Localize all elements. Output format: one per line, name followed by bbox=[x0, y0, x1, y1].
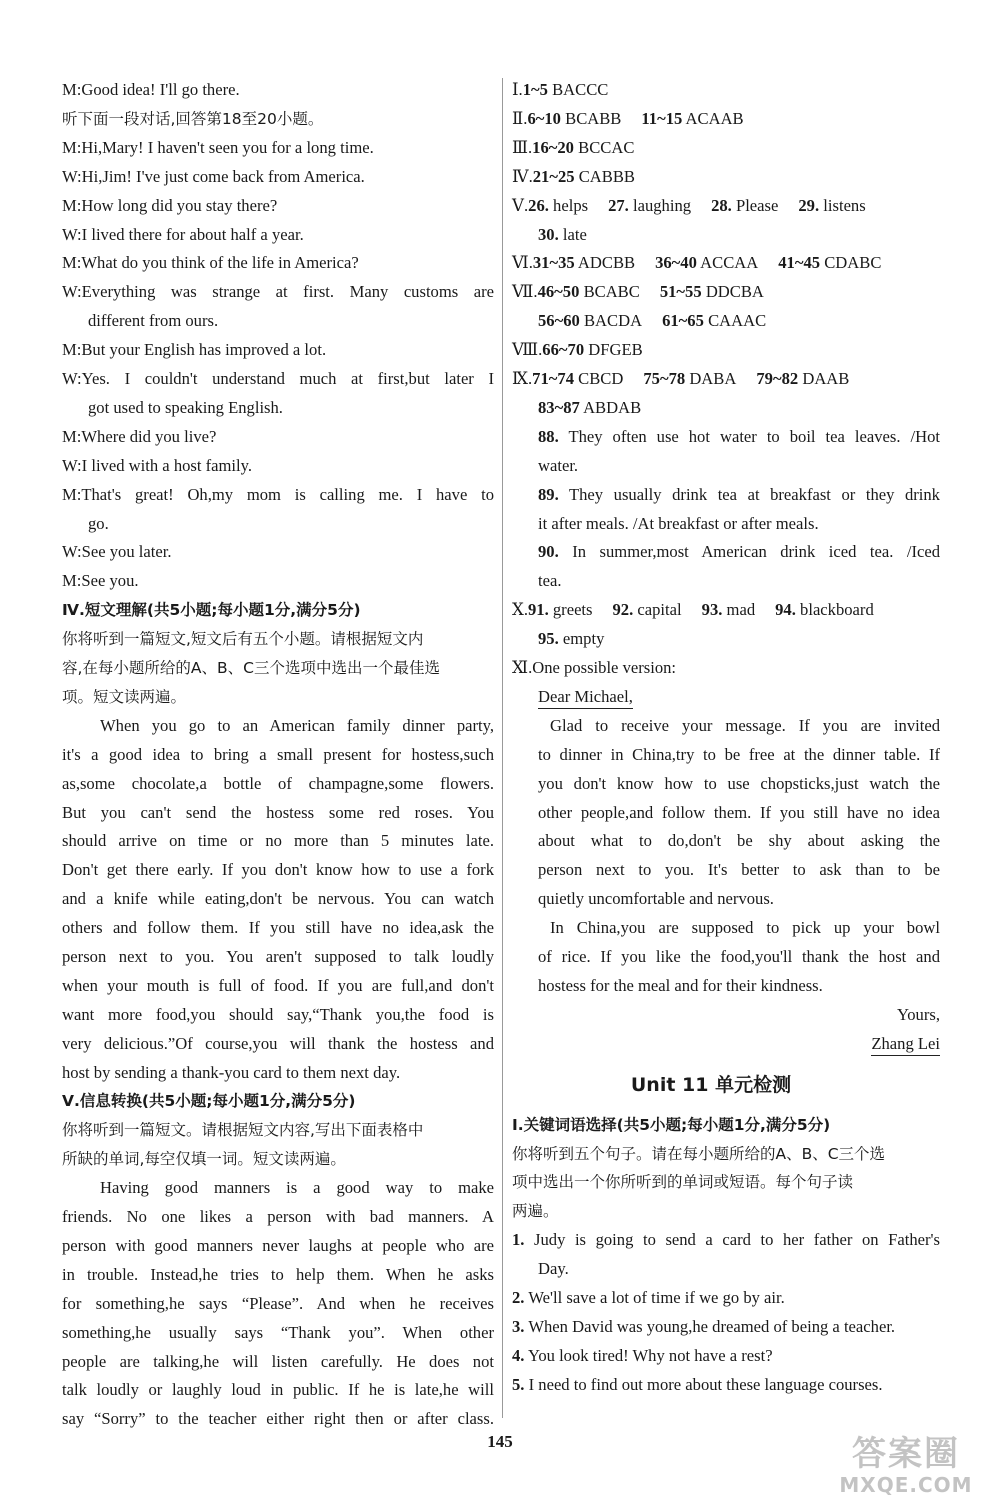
answer-row-8: Ⅷ.66~70 DFGEB bbox=[512, 340, 643, 360]
letter-salutation: Dear Michael, bbox=[512, 683, 940, 712]
letter-line: to dinner in China,try to be free at the dinner table. If bbox=[538, 744, 940, 764]
question-1: 1. Judy is going to send a card to her father on Father's bbox=[512, 1230, 940, 1250]
answer-row-1: Ⅰ.1~5 BACCC bbox=[512, 80, 609, 99]
passage-line: Don't get there early. If you don't know how to use a fork bbox=[62, 860, 494, 880]
dialogue-line: M:How long did you stay there? bbox=[62, 195, 278, 215]
passage-line: others and follow them. If you still have no idea,ask the bbox=[62, 918, 494, 938]
dialogue-line: W:Hi,Jim! I've just come back from America. bbox=[62, 166, 365, 186]
section-instruction: 你将听到五个句子。请在每小题所给的A、B、C三个选 bbox=[512, 1144, 886, 1163]
passage-line: as,some chocolate,a bottle of champagne,some flowers. bbox=[62, 773, 494, 793]
answer-90: 90. In summer,most American drink iced tea. /Iced bbox=[538, 542, 940, 562]
letter-line: In China,you are supposed to pick up your bowl bbox=[550, 918, 940, 938]
passage-line: say “Sorry” to the teacher either right then or after class. bbox=[62, 1409, 494, 1429]
passage-line: people are talking,he will listen carefully. He does not bbox=[62, 1351, 494, 1371]
question-5: 5. I need to find out more about these language courses. bbox=[512, 1374, 883, 1394]
answer-row-7-cont: 56~60 BACDA 61~65 CAAAC bbox=[538, 311, 767, 331]
answer-row-7: Ⅶ.46~50 BCABC 51~55 DDCBA bbox=[512, 282, 764, 302]
passage-line: in trouble. Instead,he tries to help them. When he asks bbox=[62, 1264, 494, 1284]
dialogue-line: W:See you later. bbox=[62, 542, 172, 562]
dialogue-line: M:Hi,Mary! I haven't seen you for a long time. bbox=[62, 137, 374, 157]
answer-89: 89. They usually drink tea at breakfast or they drink bbox=[538, 484, 940, 504]
question-2: 2. We'll save a lot of time if we go by air. bbox=[512, 1288, 785, 1308]
passage-line: and a knife while eating,don't be nervous. You can watch bbox=[62, 889, 494, 909]
letter-line: Glad to receive your message. If you are invited bbox=[550, 715, 940, 735]
passage-line: host by sending a thank-you card to them next day. bbox=[62, 1062, 401, 1082]
question-4: 4. You look tired! Why not have a rest? bbox=[512, 1345, 773, 1365]
letter-closing: Yours, bbox=[896, 1004, 940, 1024]
dialogue-line: M:But your English has improved a lot. bbox=[62, 340, 327, 360]
answer-row-4: Ⅳ.21~25 CABBB bbox=[512, 166, 635, 186]
section-instruction: 所缺的单词,每空仅填一词。短文读两遍。 bbox=[62, 1150, 346, 1169]
dialogue-line: got used to speaking English. bbox=[88, 397, 283, 417]
section-heading: Ⅳ.短文理解(共5小题;每小题1分,满分5分) bbox=[62, 601, 361, 620]
left-column bbox=[62, 76, 494, 1434]
right-column bbox=[512, 76, 940, 1400]
listening-intro: 听下面一段对话,回答第18至20小题。 bbox=[62, 109, 324, 128]
passage-line: very delicious.”Of course,you will thank the hostess and bbox=[62, 1033, 494, 1053]
answer-row-3: Ⅲ.16~20 BCCAC bbox=[512, 137, 635, 157]
answer-row-5-cont: 30. late bbox=[538, 224, 587, 244]
answer-row-9: Ⅸ.71~74 CBCD 75~78 DABA 79~82 DAAB bbox=[512, 369, 850, 389]
answer-88-cont: water. bbox=[538, 455, 579, 475]
passage-line: talk loudly or laughly loud in public. If he is late,he will bbox=[62, 1380, 494, 1400]
answer-row-10-cont: 95. empty bbox=[538, 629, 605, 649]
letter-line: about what to do,don't be shy about asking the bbox=[538, 831, 940, 851]
dialogue-line: M:Where did you live? bbox=[62, 426, 217, 446]
letter-line: you don't know how to use chopsticks,just watch the bbox=[538, 773, 940, 793]
watermark-bottom-text: MXQE.COM bbox=[839, 1473, 973, 1497]
passage-line: it's a good idea to bring a small present for hostess,such bbox=[62, 744, 494, 764]
dialogue-line: go. bbox=[88, 513, 109, 533]
letter-line: quietly uncomfortable and nervous. bbox=[538, 889, 774, 909]
answer-row-10: Ⅹ.91. greets 92. capital 93. mad 94. blackboard bbox=[512, 600, 874, 620]
column-divider bbox=[502, 78, 503, 1418]
passage-line: when your mouth is full of food. If you are full,and don't bbox=[62, 975, 494, 995]
page-number: 145 bbox=[487, 1432, 513, 1451]
section-instruction: 你将听到一篇短文。请根据短文内容,写出下面表格中 bbox=[62, 1121, 424, 1140]
dialogue-line: M:Good idea! I'll go there. bbox=[62, 80, 240, 99]
section-heading: Ⅰ.关键词语选择(共5小题;每小题1分,满分5分) bbox=[512, 1115, 831, 1134]
passage-line: for something,he says “Please”. And when he receives bbox=[62, 1293, 494, 1313]
dialogue-line: M:See you. bbox=[62, 571, 139, 591]
passage-line: should arrive on time or no more than 5 minutes late. bbox=[62, 831, 494, 851]
answer-89-cont: it after meals. /At breakfast or after meals. bbox=[538, 513, 819, 533]
section-instruction: 两遍。 bbox=[512, 1202, 559, 1221]
passage-line: person with good manners never laughs at people who are bbox=[62, 1235, 494, 1255]
dialogue-line: W:Everything was strange at first. Many customs are bbox=[62, 282, 494, 302]
question-1-cont: Day. bbox=[538, 1259, 569, 1279]
question-3: 3. When David was young,he dreamed of being a teacher. bbox=[512, 1316, 896, 1336]
answer-90-cont: tea. bbox=[538, 571, 562, 591]
passage-line: Having good manners is a good way to make bbox=[100, 1178, 494, 1198]
unit-title: Unit 11 单元检测 bbox=[630, 1073, 792, 1096]
letter-signature: Zhang Lei bbox=[512, 1030, 940, 1059]
section-instruction: 你将听到一篇短文,短文后有五个小题。请根据短文内 bbox=[62, 630, 424, 649]
section-heading: Ⅴ.信息转换(共5小题;每小题1分,满分5分) bbox=[62, 1092, 356, 1111]
passage-line: want more food,you should say,“Thank you,the food is bbox=[62, 1004, 494, 1024]
dialogue-line: W:I lived there for about half a year. bbox=[62, 224, 304, 244]
section-instruction: 项。短文读两遍。 bbox=[62, 687, 187, 706]
letter-line: other people,and follow them. If you still have no idea bbox=[538, 802, 940, 822]
passage-line: friends. No one likes a person with bad manners. A bbox=[62, 1207, 494, 1227]
dialogue-line: M:That's great! Oh,my mom is calling me. I have to bbox=[62, 484, 494, 504]
answer-row-6: Ⅵ.31~35 ADCBB 36~40 ACCAA 41~45 CDABC bbox=[512, 253, 882, 273]
section-instruction: 项中选出一个你所听到的单词或短语。每个句子读 bbox=[512, 1173, 854, 1192]
passage-line: But you can't send the hostess some red roses. You bbox=[62, 802, 494, 822]
letter-line: hostess for the meal and for their kindness. bbox=[538, 975, 823, 995]
letter-line: of rice. If you like the food,you'll thank the host and bbox=[538, 947, 940, 967]
dialogue-line: M:What do you think of the life in America? bbox=[62, 253, 359, 273]
letter-line: person next to you. It's better to ask than to be bbox=[538, 860, 940, 880]
dialogue-line: W:Yes. I couldn't understand much at first,but later I bbox=[62, 369, 494, 389]
watermark-logo bbox=[830, 1434, 982, 1504]
answer-88: 88. They often use hot water to boil tea leaves. /Hot bbox=[538, 426, 940, 446]
watermark-top-text: 答案圈 bbox=[852, 1434, 960, 1474]
passage-line: something,he usually says “Thank you”. When other bbox=[62, 1322, 494, 1342]
answer-row-2: Ⅱ.6~10 BCABB 11~15 ACAAB bbox=[512, 108, 744, 128]
answer-row-11: Ⅺ.One possible version: bbox=[512, 658, 677, 678]
dialogue-line: different from ours. bbox=[88, 311, 219, 331]
passage-line: person next to you. You aren't supposed to talk loudly bbox=[62, 947, 494, 967]
dialogue-line: W:I lived with a host family. bbox=[62, 455, 253, 475]
answer-row-9-cont: 83~87 ABDAB bbox=[538, 397, 642, 417]
passage-line: When you go to an American family dinner party, bbox=[100, 715, 494, 735]
section-instruction: 容,在每小题所给的A、B、C三个选项中选出一个最佳选 bbox=[62, 659, 440, 678]
answer-row-5: Ⅴ.26. helps 27. laughing 28. Please 29. listens bbox=[512, 195, 866, 215]
